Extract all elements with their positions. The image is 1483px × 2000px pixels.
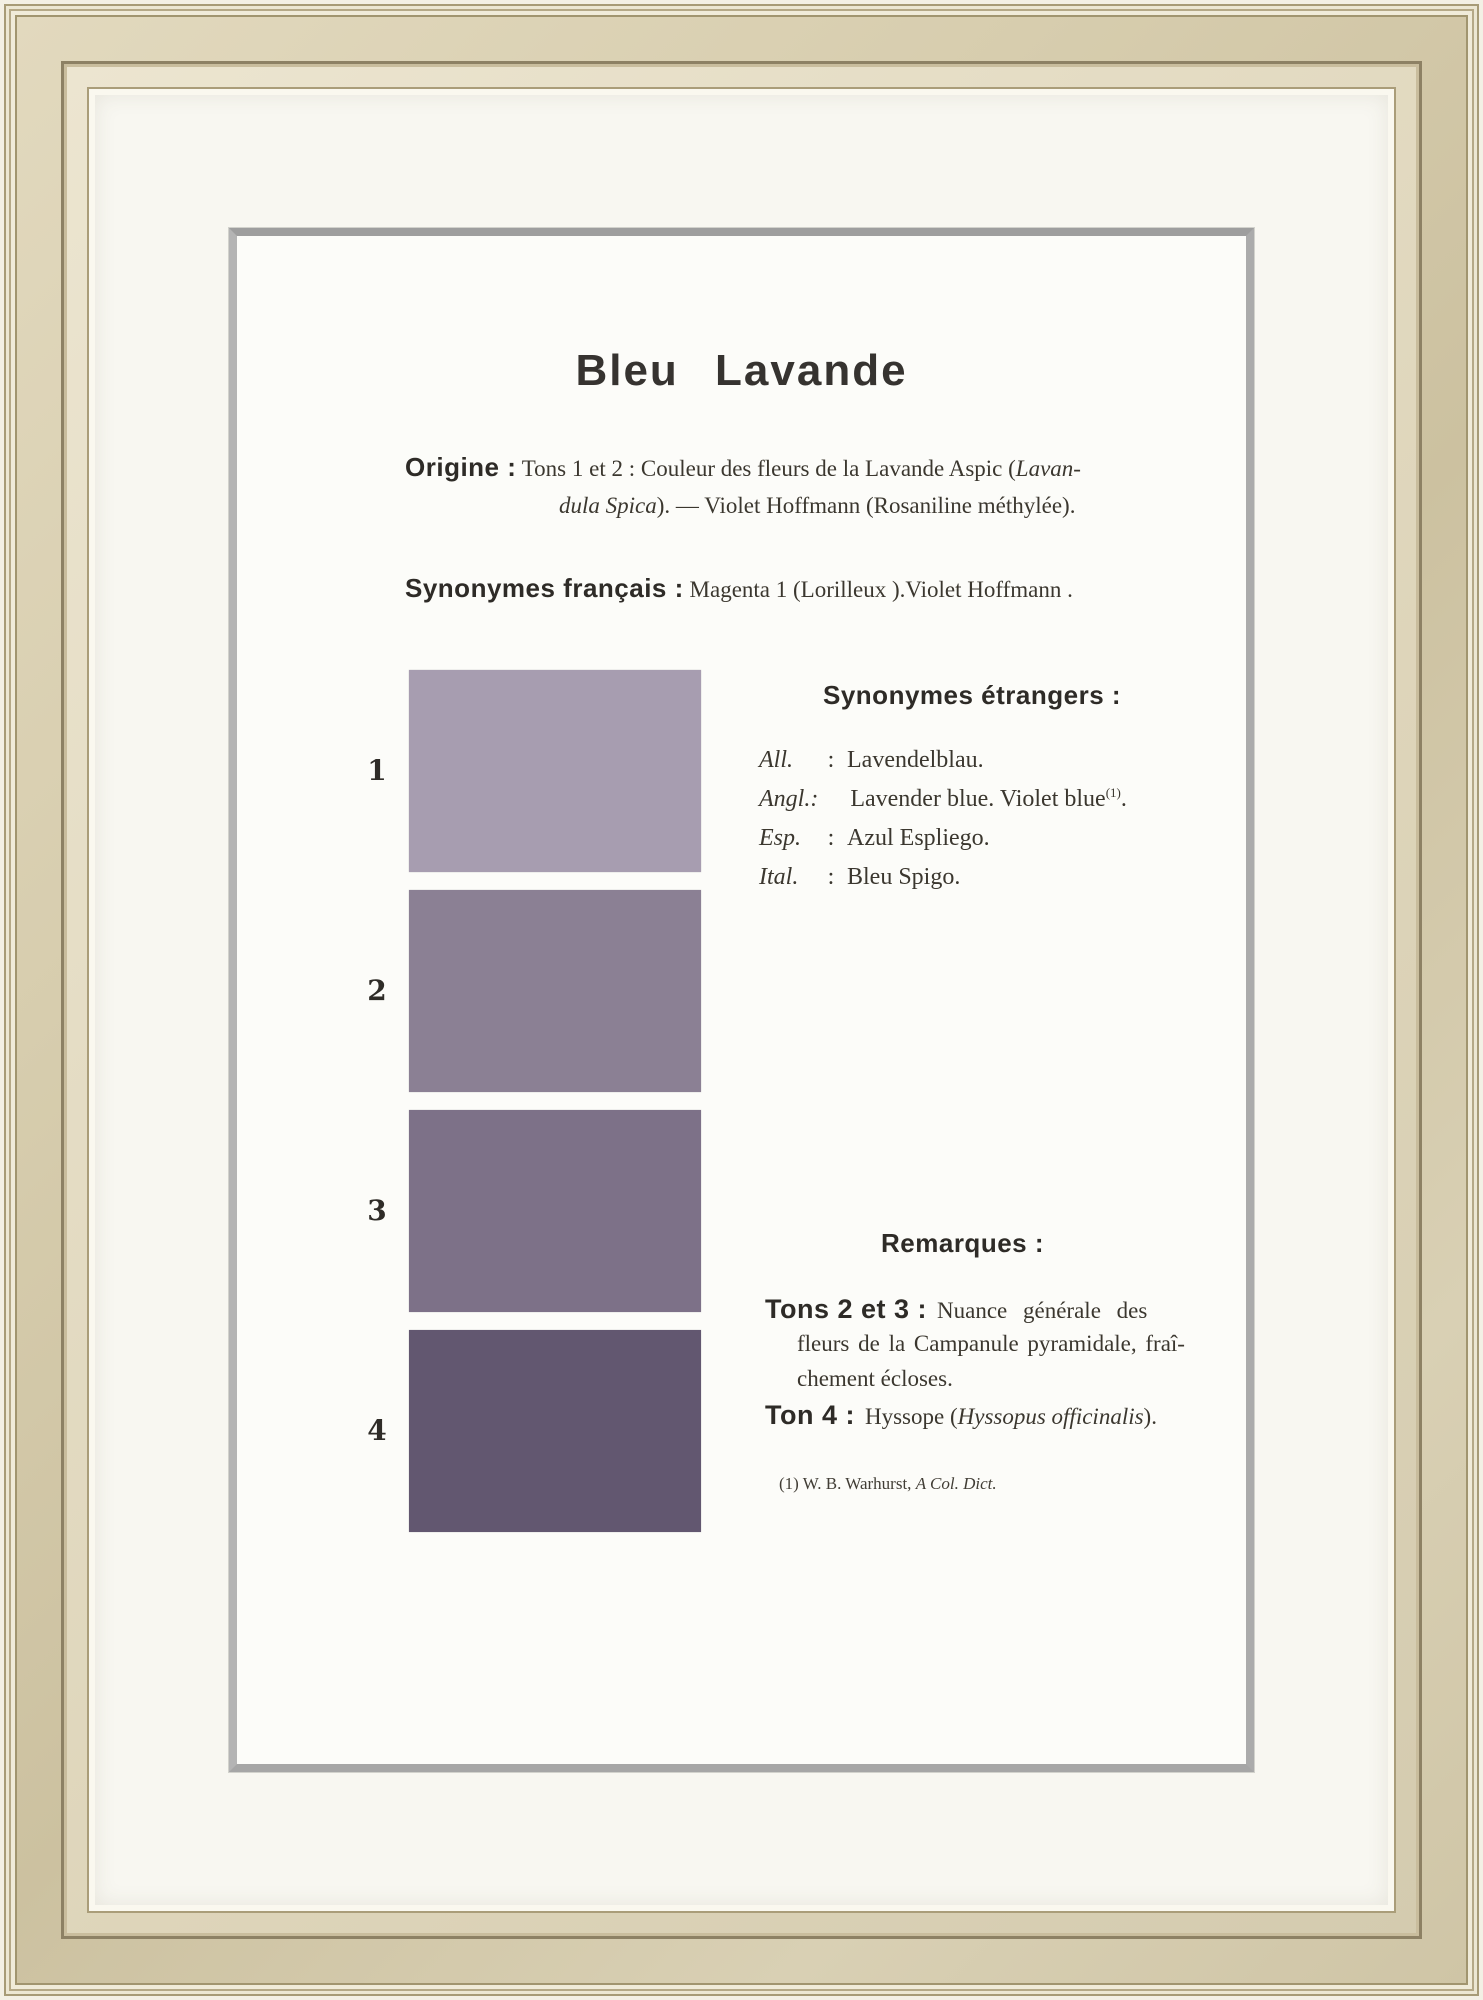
remark-tone23-line-3: chement écloses. xyxy=(797,1366,953,1391)
language-label: All. xyxy=(759,747,793,773)
frame-inner-light-ridge xyxy=(64,64,1419,1936)
foreign-synonym-row: Angl.: Lavender blue. Violet blue$^{(1)}$. xyxy=(759,785,1127,812)
remark-tone23-line-1: Tons 2 et 3 : Nuance générale des xyxy=(765,1294,1148,1324)
frame-line xyxy=(9,9,1474,1991)
tone4-label: Ton 4 : xyxy=(765,1400,855,1430)
footnote: (1) W. B. Warhurst, A Col. Dict. xyxy=(779,1474,997,1493)
foreign-synonyms-heading: Synonymes étrangers : xyxy=(823,680,1122,710)
frame-main-band xyxy=(17,17,1466,1983)
color-swatch-4 xyxy=(409,1330,701,1532)
swatch-number: 1 xyxy=(367,754,387,787)
frame-line xyxy=(4,4,1479,1996)
frame-white-lip xyxy=(89,89,1394,1911)
frame-gold-lip xyxy=(87,87,1396,1913)
foreign-synonym-row: All. : Lavendelblau. xyxy=(759,747,984,773)
foreign-synonym-row: Ital. : Bleu Spigo. xyxy=(759,864,961,890)
swatch-number: 3 xyxy=(367,1194,387,1227)
frame-ridge xyxy=(11,11,1472,1989)
origin-line-1: Origine : Tons 1 et 2 : Couleur des fleurs de la Lavande Aspic (Lavan- xyxy=(405,452,1081,482)
print-page xyxy=(237,236,1246,1764)
swatch-number: 4 xyxy=(367,1414,387,1447)
french-synonyms-label: Synonymes français : xyxy=(405,573,684,603)
color-swatch-1 xyxy=(409,670,701,872)
color-swatch-3 xyxy=(409,1110,701,1312)
page-title: Bleu Lavande xyxy=(575,346,908,395)
language-label: Ital. xyxy=(759,864,799,890)
frame-inner-slope xyxy=(67,67,1416,1933)
footnote-marker: (1) xyxy=(1105,785,1121,800)
origin-label: Origine : xyxy=(405,452,517,482)
remark-tone4-line: Ton 4 : Hyssope (Hyssopus officinalis). xyxy=(765,1400,1157,1430)
foreign-synonym-row: Esp. : Azul Espliego. xyxy=(759,825,990,851)
swatch-number: 2 xyxy=(367,974,387,1007)
language-label: Esp. xyxy=(759,825,801,851)
tone23-label: Tons 2 et 3 : xyxy=(765,1294,928,1324)
frame-inner-dark-ridge xyxy=(61,61,1422,1939)
mat-bevel-opening xyxy=(229,228,1254,1772)
language-label: Angl.: xyxy=(759,786,819,812)
frame-line xyxy=(15,15,1468,1985)
remarks-heading: Remarques : xyxy=(881,1228,1044,1258)
origin-line-2: dula Spica). — Violet Hoffmann (Rosaniline méthylée). xyxy=(559,493,1076,518)
frame-ridge xyxy=(6,6,1477,1994)
french-synonyms-line: Synonymes français : Magenta 1 (Lorilleux ).Violet Hoffmann . xyxy=(405,573,1073,603)
mat-board xyxy=(95,95,1388,1905)
remark-tone23-line-2: fleurs de la Campanule pyramidale, fraî- xyxy=(797,1331,1185,1356)
color-swatch-2 xyxy=(409,890,701,1092)
